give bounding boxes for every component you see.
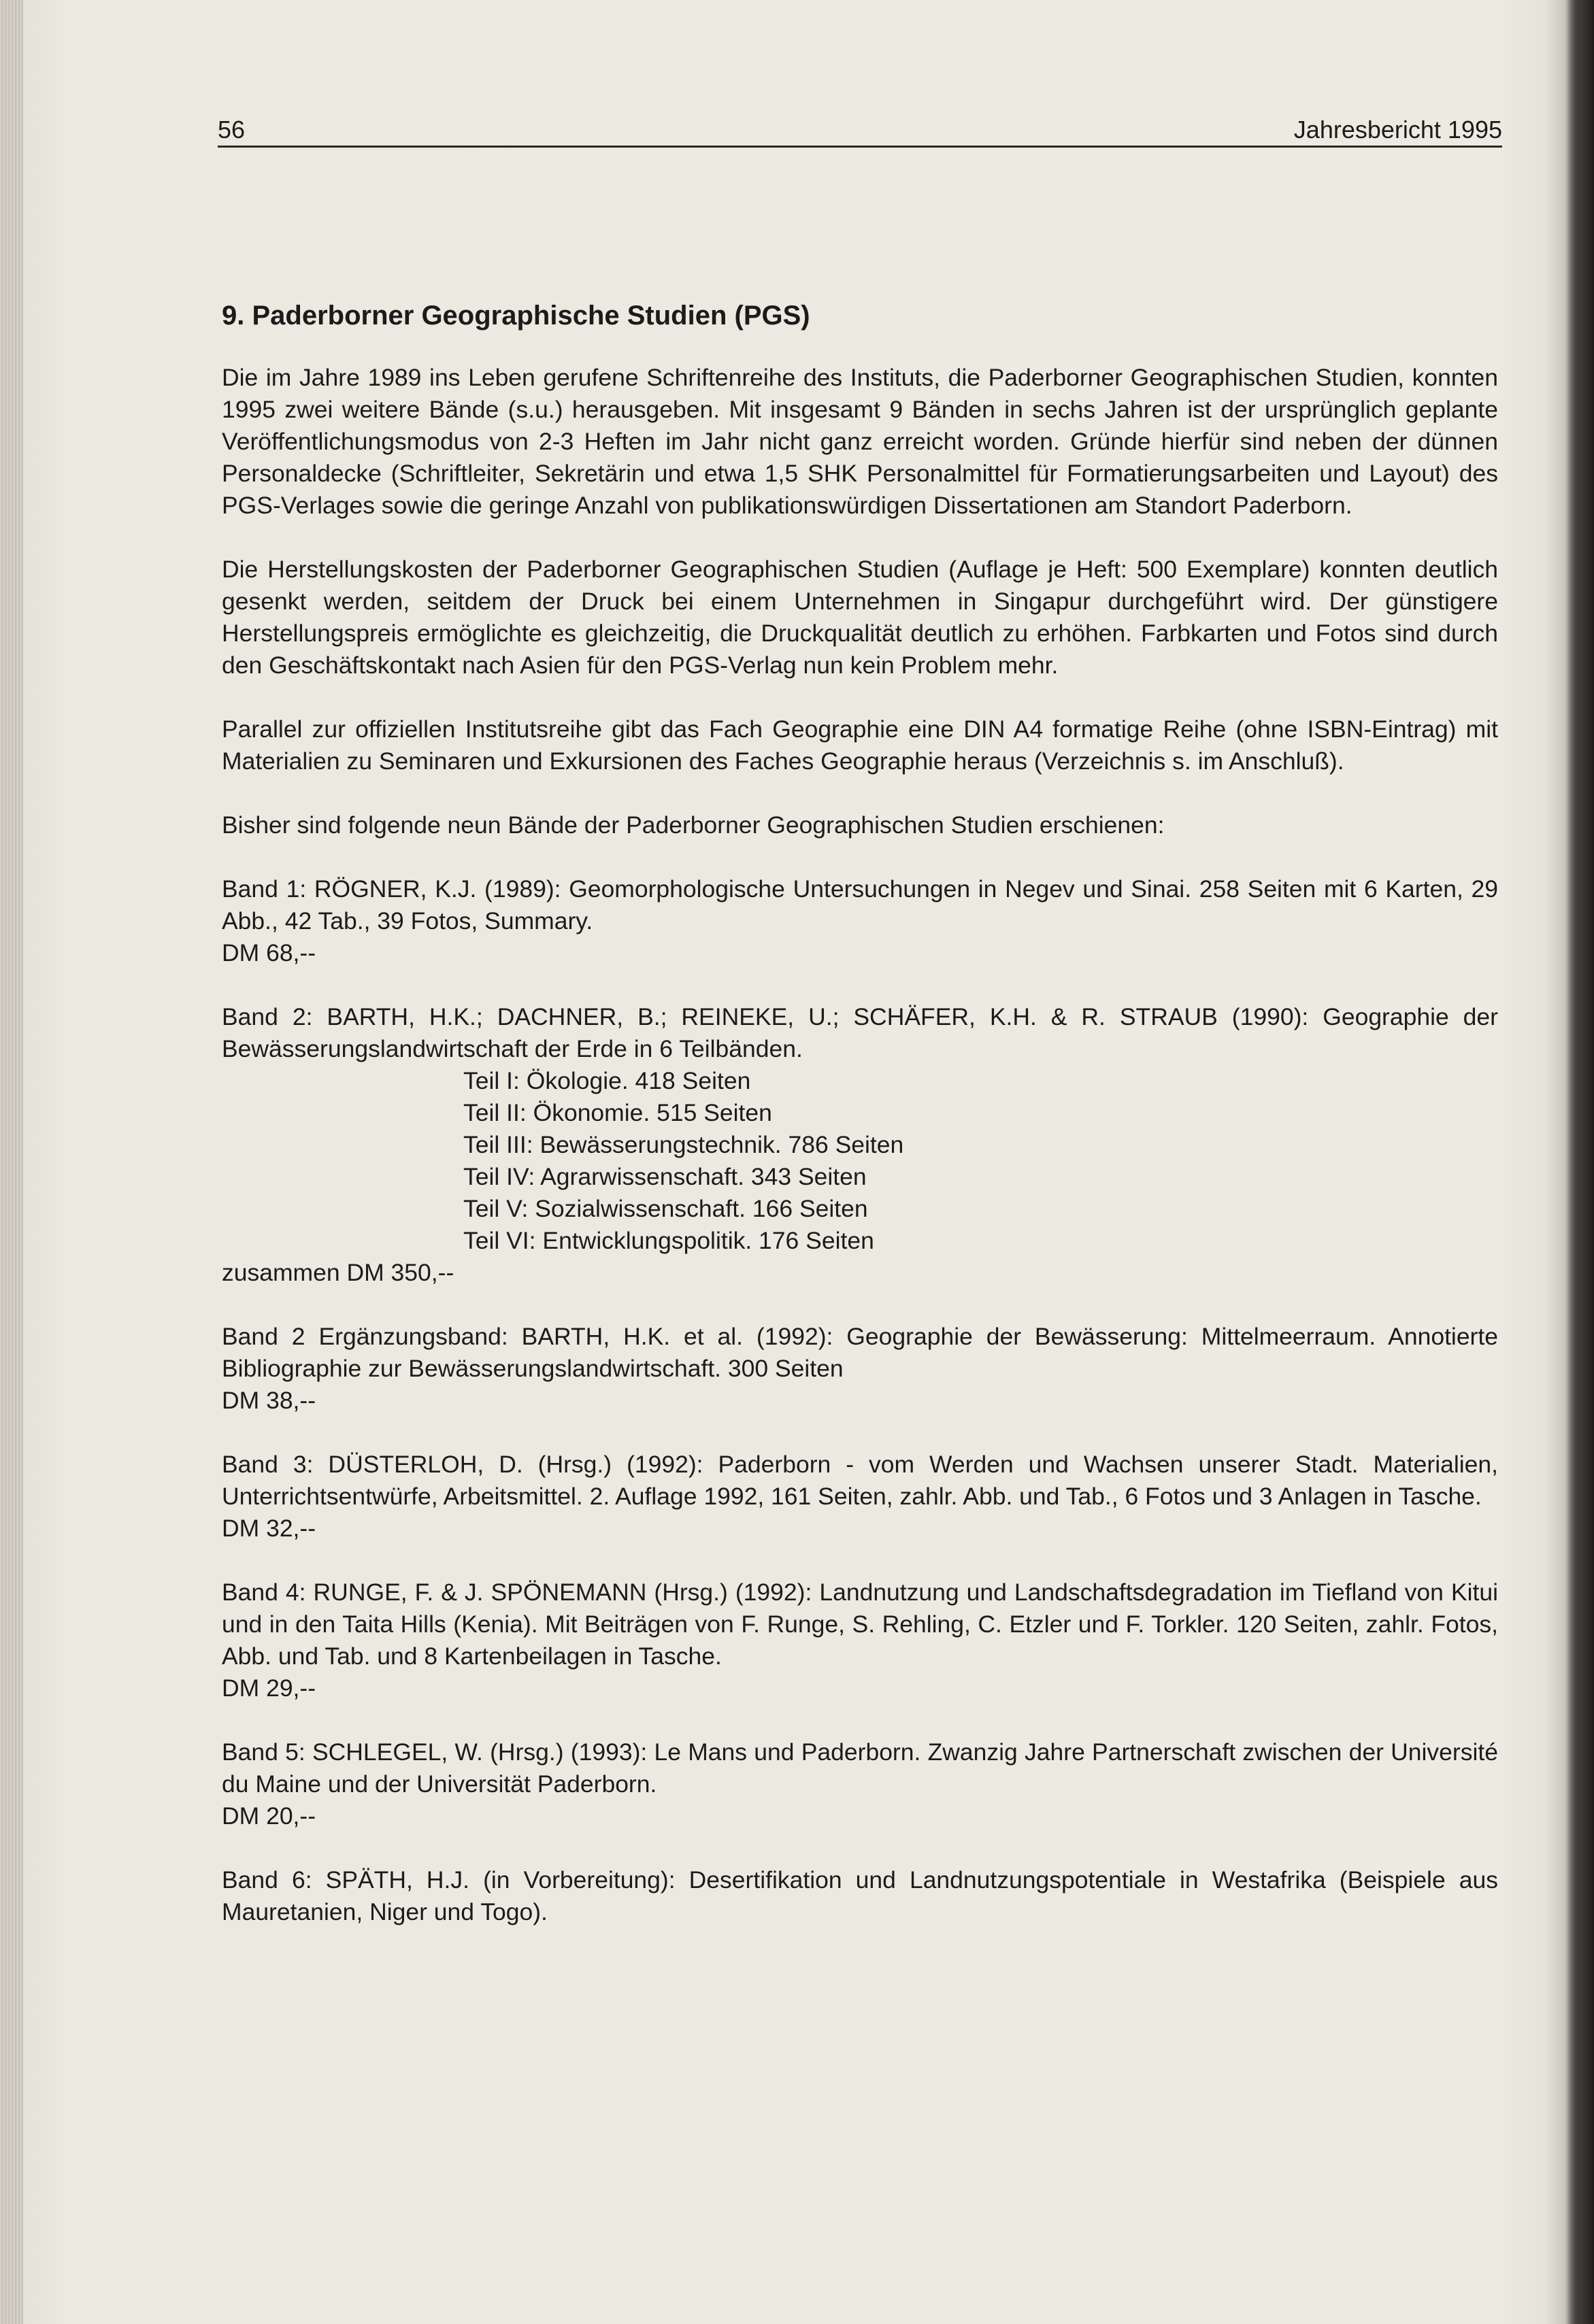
page-number: 56 bbox=[218, 116, 246, 144]
volume-entry-5 bbox=[222, 1736, 1498, 1832]
paragraph-costs: Die Herstellungskosten der Paderborner Geographischen Studien (Auflage je Heft: 500 Exemplare) konnten deutlich gesenkt werden, seitdem der Druck bei einem Unternehmen in Singapur durchgeführt wird. Der günstigere Herstellungspreis ermöglichte es gleichzeitig, die Druckqualität deutlich zu erhöhen. Farbkarten und Fotos sind durch den Geschäftskontakt nach Asien für den PGS-Verlag nun kein Problem mehr. bbox=[222, 556, 1498, 679]
paragraph-list-intro: Bisher sind folgende neun Bände der Paderborner Geographischen Studien erschienen: bbox=[222, 811, 1165, 839]
volume-entry-3 bbox=[222, 1449, 1498, 1545]
section-heading: 9. Paderborner Geographische Studien (PGS) bbox=[222, 301, 810, 331]
volume-entry-6 bbox=[222, 1864, 1498, 1928]
paragraph-intro: Die im Jahre 1989 ins Leben gerufene Schriftenreihe des Instituts, die Paderborner Geographischen Studien, konnten 1995 zwei weitere Bände (s.u.) herausgeben. Mit insgesamt 9 Bänden in sechs Jahren ist der ursprünglich geplante Veröffentlichungsmodus von 2-3 Heften im Jahr nicht ganz erreicht worden. Gründe hierfür sind neben der dünnen Personaldecke (Schriftleiter, Sekretärin und etwa 1,5 SHK Personalmittel für Formatierungsarbeiten und Layout) des PGS-Verlages sowie die geringe Anzahl von publikationswürdigen Dissertationen am Standort Paderborn. bbox=[222, 364, 1498, 519]
volume-part: Teil I: Ökologie. 418 Seiten bbox=[463, 1067, 751, 1094]
volume-part: Teil VI: Entwicklungspolitik. 176 Seiten bbox=[463, 1227, 874, 1254]
volume-part: Teil V: Sozialwissenschaft. 166 Seiten bbox=[463, 1195, 868, 1222]
volume-part: Teil III: Bewässerungstechnik. 786 Seiten bbox=[463, 1131, 904, 1158]
volume-description: Band 3: DÜSTERLOH, D. (Hrsg.) (1992): Paderborn - vom Werden und Wachsen unserer Stadt. Materialien, Unterrichtsentwürfe, Arbeitsmittel. 2. Auflage 1992, 161 Seiten, zahlr. Abb. und Tab., 6 Fotos und 3 Anlagen in Tasche. bbox=[222, 1451, 1498, 1510]
volume-description: Band 5: SCHLEGEL, W. (Hrsg.) (1993): Le Mans und Paderborn. Zwanzig Jahre Partnerschaft zwischen der Université du Maine und der Universität Paderborn. bbox=[222, 1738, 1498, 1798]
volume-price: DM 20,-- bbox=[222, 1802, 316, 1830]
page-body bbox=[222, 299, 1498, 1960]
volume-price: DM 38,-- bbox=[222, 1387, 316, 1414]
volume-price: DM 32,-- bbox=[222, 1515, 316, 1542]
volume-description: Band 2: BARTH, H.K.; DACHNER, B.; REINEKE, U.; SCHÄFER, K.H. & R. STRAUB (1990): Geographie der Bewässerungslandwirtschaft der Erde in 6 Teilbänden. bbox=[222, 1003, 1498, 1062]
volume-entry-2-supplement bbox=[222, 1321, 1498, 1417]
volume-entry-4 bbox=[222, 1577, 1498, 1704]
paragraph-series: Parallel zur offiziellen Institutsreihe gibt das Fach Geographie eine DIN A4 formatige Reihe (ohne ISBN-Eintrag) mit Materialien zu Seminaren und Exkursionen des Faches Geographie heraus (Verzeichnis s. im Anschluß). bbox=[222, 715, 1498, 775]
running-header bbox=[218, 114, 1502, 148]
volume-description: Band 2 Ergänzungsband: BARTH, H.K. et al. (1992): Geographie der Bewässerung: Mittelmeerraum. Annotierte Bibliographie zur Bewässerungslandwirtschaft. 300 Seiten bbox=[222, 1323, 1498, 1382]
running-title: Jahresbericht 1995 bbox=[1293, 116, 1502, 144]
volume-entry-1 bbox=[222, 873, 1498, 969]
volume-price: DM 29,-- bbox=[222, 1674, 316, 1702]
volume-part: Teil IV: Agrarwissenschaft. 343 Seiten bbox=[463, 1163, 867, 1190]
volume-description: Band 1: RÖGNER, K.J. (1989): Geomorphologische Untersuchungen in Negev und Sinai. 258 Seiten mit 6 Karten, 29 Abb., 42 Tab., 39 Fotos, Summary. bbox=[222, 875, 1498, 934]
volume-description: Band 6: SPÄTH, H.J. (in Vorbereitung): Desertifikation und Landnutzungspotentiale in Westafrika (Beispiele aus Mauretanien, Niger und Togo). bbox=[222, 1866, 1498, 1925]
binding-shadow bbox=[1567, 0, 1594, 2324]
volume-entry-2 bbox=[222, 1001, 1498, 1289]
volume-price: DM 68,-- bbox=[222, 939, 316, 966]
page-stack-edge bbox=[0, 0, 23, 2324]
volume-part: Teil II: Ökonomie. 515 Seiten bbox=[463, 1099, 772, 1126]
volume-description: Band 4: RUNGE, F. & J. SPÖNEMANN (Hrsg.) (1992): Landnutzung und Landschaftsdegradation im Tiefland von Kitui und in den Taita Hills (Kenia). Mit Beiträgen von F. Runge, S. Rehling, C. Etzler und F. Torkler. 120 Seiten, zahlr. Fotos, Abb. und Tab. und 8 Kartenbeilagen in Tasche. bbox=[222, 1579, 1498, 1670]
volume-price: zusammen DM 350,-- bbox=[222, 1259, 454, 1286]
